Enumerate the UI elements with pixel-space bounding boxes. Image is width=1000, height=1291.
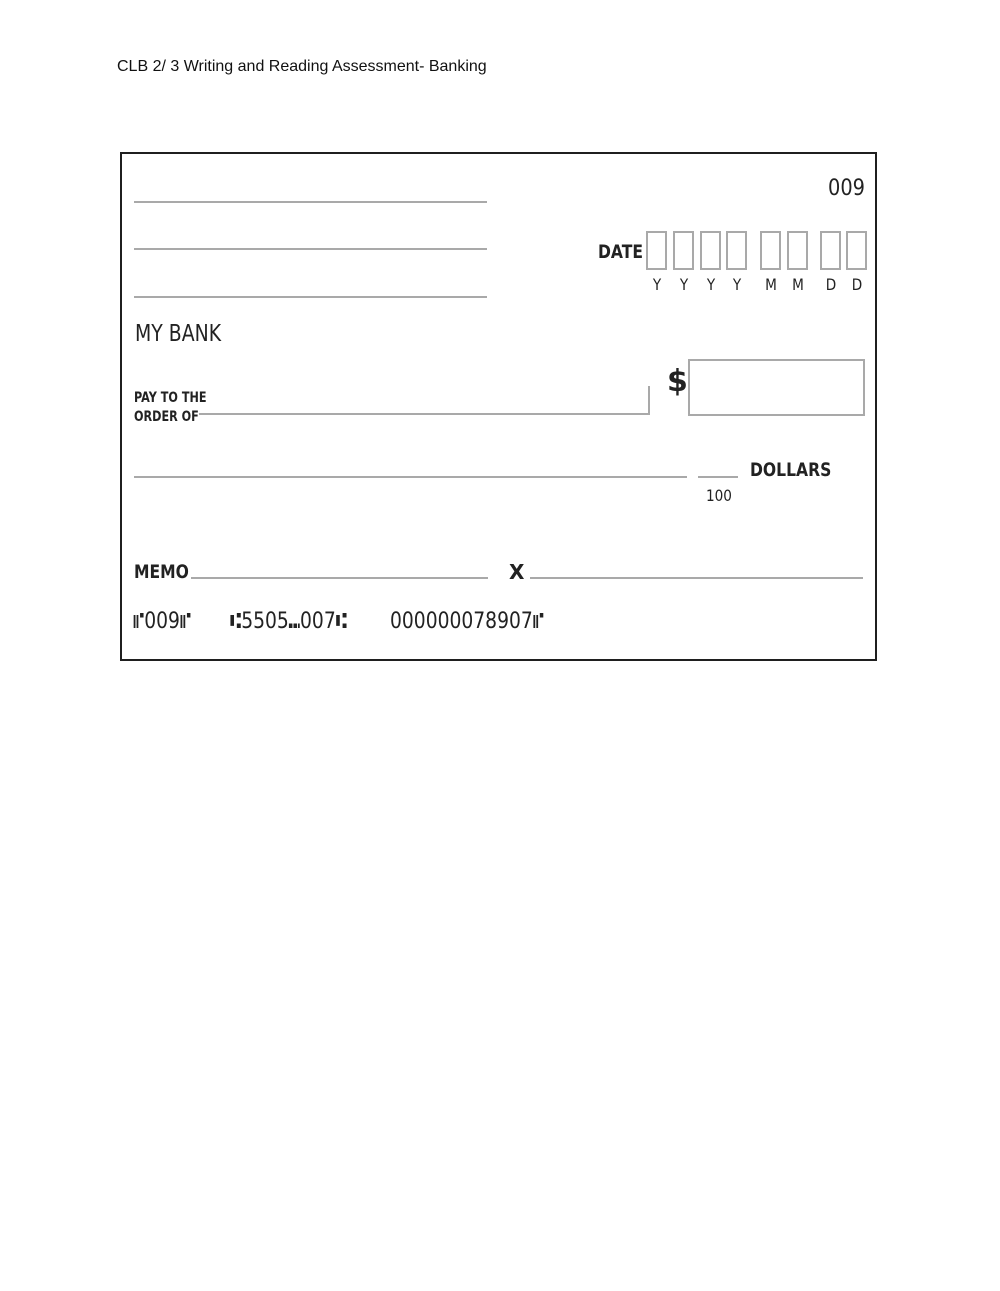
pay-to-label-line-1: PAY TO THE: [134, 390, 207, 406]
micr-transit-institution: ⑆5505⑉007⑆: [230, 609, 347, 634]
date-format-letter: Y: [732, 275, 742, 294]
date-box-month-1[interactable]: [760, 231, 781, 270]
date-format-letter: Y: [679, 275, 689, 294]
date-box-year-2[interactable]: [673, 231, 694, 270]
date-format-letter: Y: [652, 275, 662, 294]
page-header: CLB 2/ 3 Writing and Reading Assessment- Banking: [117, 58, 487, 75]
amount-words-line[interactable]: [134, 476, 687, 478]
date-box-year-3[interactable]: [700, 231, 721, 270]
micr-account-number: 000000078907⑈: [390, 609, 544, 634]
address-line-1[interactable]: [134, 201, 487, 203]
date-box-year-4[interactable]: [726, 231, 747, 270]
cheque-number: 009: [828, 176, 865, 201]
date-format-letter: Y: [706, 275, 716, 294]
date-box-year-1[interactable]: [646, 231, 667, 270]
address-line-3[interactable]: [134, 296, 487, 298]
payee-line[interactable]: [199, 413, 650, 415]
micr-cheque-number: ⑈009⑈: [133, 609, 192, 634]
date-format-letter: M: [765, 275, 777, 294]
pay-to-label: [134, 389, 207, 427]
cheque: [120, 152, 877, 661]
date-box-month-2[interactable]: [787, 231, 808, 270]
pay-to-label-line-2: ORDER OF: [134, 409, 199, 425]
cents-denominator: 100: [706, 486, 732, 505]
cents-line[interactable]: [698, 476, 738, 478]
date-format-letter: D: [851, 275, 863, 294]
date-format-letter: M: [792, 275, 804, 294]
signature-x: X: [509, 560, 525, 584]
payee-line-end-tick: [648, 386, 650, 413]
date-box-day-1[interactable]: [820, 231, 841, 270]
memo-line[interactable]: [191, 577, 488, 579]
signature-line[interactable]: [530, 577, 863, 579]
dollars-label: DOLLARS: [750, 459, 832, 481]
address-line-2[interactable]: [134, 248, 487, 250]
memo-label: MEMO: [134, 561, 189, 583]
date-box-day-2[interactable]: [846, 231, 867, 270]
date-format-letter: D: [825, 275, 837, 294]
bank-name: MY BANK: [135, 321, 222, 347]
date-label: DATE: [598, 241, 644, 263]
dollar-sign: $: [667, 364, 688, 399]
amount-box[interactable]: [688, 359, 865, 416]
